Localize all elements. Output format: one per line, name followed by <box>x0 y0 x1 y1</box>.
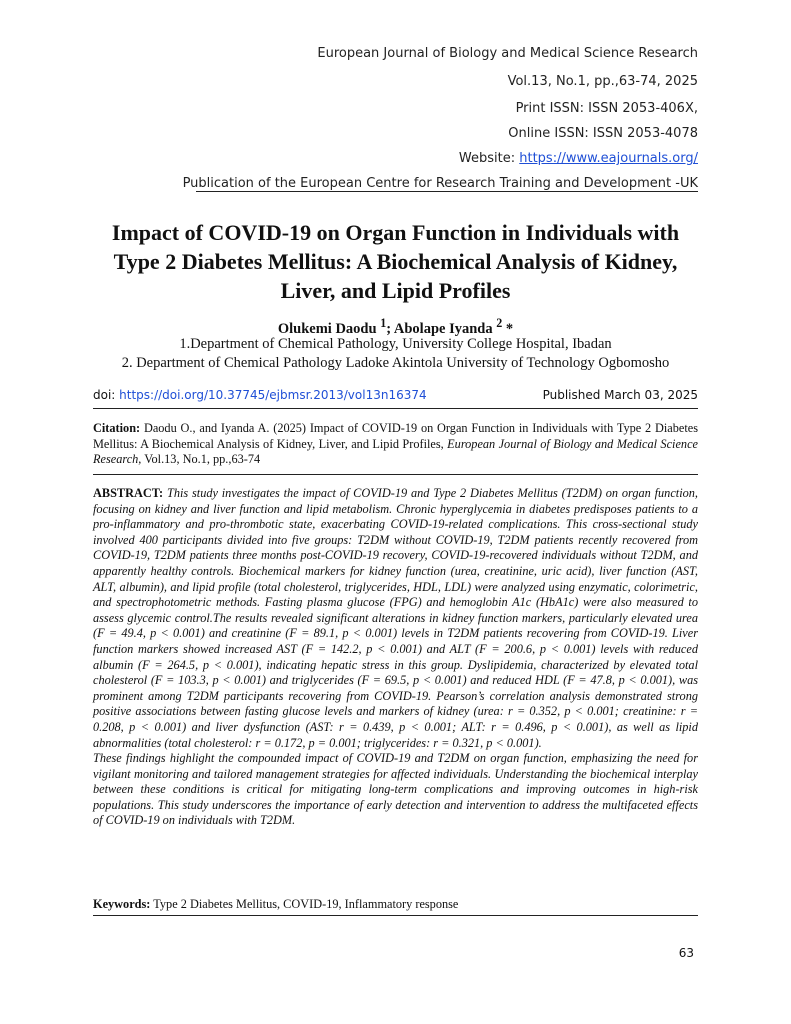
abstract-text: This study investigates the impact of COVID-19 and Type 2 Diabetes Mellitus (T2DM) on organ function, focusing on kidney and liver function and lipid metabolism. Chronic hyperglycemia in diabetes predisposes patients to a pro-inflammatory and pro-thrombotic state, exacerbating COVID-19-related complications. This cross-sectional study involved 400 participants divided into five groups: T2DM without COVID-19, T2DM patients recently recovered from COVID-19, T2DM patients three months post-COVID-19 recovery, COVID-19-recovered individuals without T2DM, and apparently healthy controls. Biochemical markers for kidney function (urea, creatinine, uric acid), liver function (AST, ALT, albumin), and lipid profile (total cholesterol, triglycerides, HDL, LDL) were analyzed using enzymatic, colorimetric, and spectrophotometric methods. Fasting plasma glucose (FPG) and hemoglobin A1c (HbA1c) were also measured to assess glycemic control.The results revealed significant alterations in kidney function markers, particularly elevated urea (F = 49.4, p < 0.001) and creatinine (F = 89.1, p < 0.001) levels in T2DM patients recovering from COVID-19. Liver function markers showed increased AST (F = 142.2, p < 0.001) and ALT (F = 200.6, p < 0.001) levels with reduced albumin (F = 264.5, p < 0.001), indicating hepatic stress in this group. Dyslipidemia, characterized by elevated total cholesterol (F = 103.3, p < 0.001) and triglycerides (F = 69.5, p < 0.001) and reduced HDL (F = 47.8, p < 0.001), was prominent among T2DM participants recovering from COVID-19. Pearson’s correlation analysis demonstrated strong positive associations between fasting glucose levels and markers of kidney (urea: r = 0.352, p < 0.001; creatinine: r = 0.208, p < 0.001) and liver dysfunction (AST: r = 0.439, p < 0.001; ALT: r = 0.496, p < 0.001), as well as lipid abnormalities (total cholesterol: r = 0.172, p = 0.001; triglycerides: r = 0.321, p < 0.001). <box>93 486 698 750</box>
citation-label: Citation: <box>93 421 141 435</box>
page-number: 63 <box>678 946 694 960</box>
author-name: Olukemi Daodu <box>277 320 381 337</box>
doi-line <box>93 388 698 402</box>
online-issn: Online ISSN: ISSN 2053-4078 <box>508 126 698 141</box>
keywords-text: Type 2 Diabetes Mellitus, COVID-19, Inflammatory response <box>150 897 459 911</box>
abstract-label: ABSTRACT: <box>93 486 164 500</box>
corresponding-mark: * <box>502 320 514 337</box>
citation-tail: , Vol.13, No.1, pp.,63-74 <box>138 452 261 466</box>
citation-journal: European Journal of Biology and Medical Science Research <box>93 436 698 466</box>
citation-text: Daodu O., and Iyanda A. (2025) Impact of COVID-19 on Organ Function in Individuals with Type 2 Diabetes Mellitus: A Biochemical Analysis of Kidney, Liver, and Lipid Profiles, <box>93 421 698 451</box>
affiliation: 2. Department of Chemical Pathology Ladoke Akintola University of Technology Ogbomosho <box>121 355 670 371</box>
author-name: Abolape Iyanda <box>393 320 497 337</box>
doi-link[interactable]: https://doi.org/10.37745/ejbmsr.2013/vol13n16374 <box>119 388 427 402</box>
header-divider <box>196 191 698 192</box>
paper-title <box>60 218 731 305</box>
title-line: Type 2 Diabetes Mellitus: A Biochemical Analysis of Kidney, <box>113 249 678 274</box>
title-line: Impact of COVID-19 on Organ Function in Individuals with <box>111 220 680 245</box>
doi-label: doi: <box>93 388 120 402</box>
publisher-line: Publication of the European Centre for Research Training and Development -UK <box>182 176 698 191</box>
volume-info: Vol.13, No.1, pp.,63-74, 2025 <box>507 74 698 89</box>
citation-block <box>93 421 698 468</box>
author-superscript: 1 <box>380 316 387 330</box>
abstract-paragraph: These findings highlight the compounded impact of COVID-19 and T2DM on organ function, emphasizing the need for vigilant monitoring and tailored management strategies for affected individuals. Understanding the biochemical interplay between these conditions is critical for mitigating long-term complications and improving outcomes in high-risk populations. This study underscores the importance of early detection and intervention to address the multifaceted effects of COVID-19 on individuals with T2DM. <box>93 751 698 828</box>
website-line <box>459 151 698 166</box>
doi <box>93 388 427 402</box>
website-link[interactable]: https://www.eajournals.org/ <box>519 151 698 166</box>
citation-divider <box>93 474 698 475</box>
journal-name: European Journal of Biology and Medical Science Research <box>317 46 698 61</box>
abstract-paragraph <box>93 486 698 751</box>
website-label: Website: <box>458 151 520 166</box>
author-superscript: 2 <box>496 316 503 330</box>
title-line: Liver, and Lipid Profiles <box>280 278 511 303</box>
keywords-label: Keywords: <box>93 897 151 911</box>
abstract-block <box>93 486 698 829</box>
keywords-divider <box>93 915 698 916</box>
author-list <box>60 316 731 338</box>
affiliation: 1.Department of Chemical Pathology, University College Hospital, Ibadan <box>179 336 612 352</box>
keywords-line <box>93 897 698 912</box>
doi-divider <box>93 408 698 409</box>
print-issn: Print ISSN: ISSN 2053-406X, <box>515 101 698 116</box>
published-date: Published March 03, 2025 <box>542 388 698 402</box>
author-separator: ; <box>386 320 394 337</box>
